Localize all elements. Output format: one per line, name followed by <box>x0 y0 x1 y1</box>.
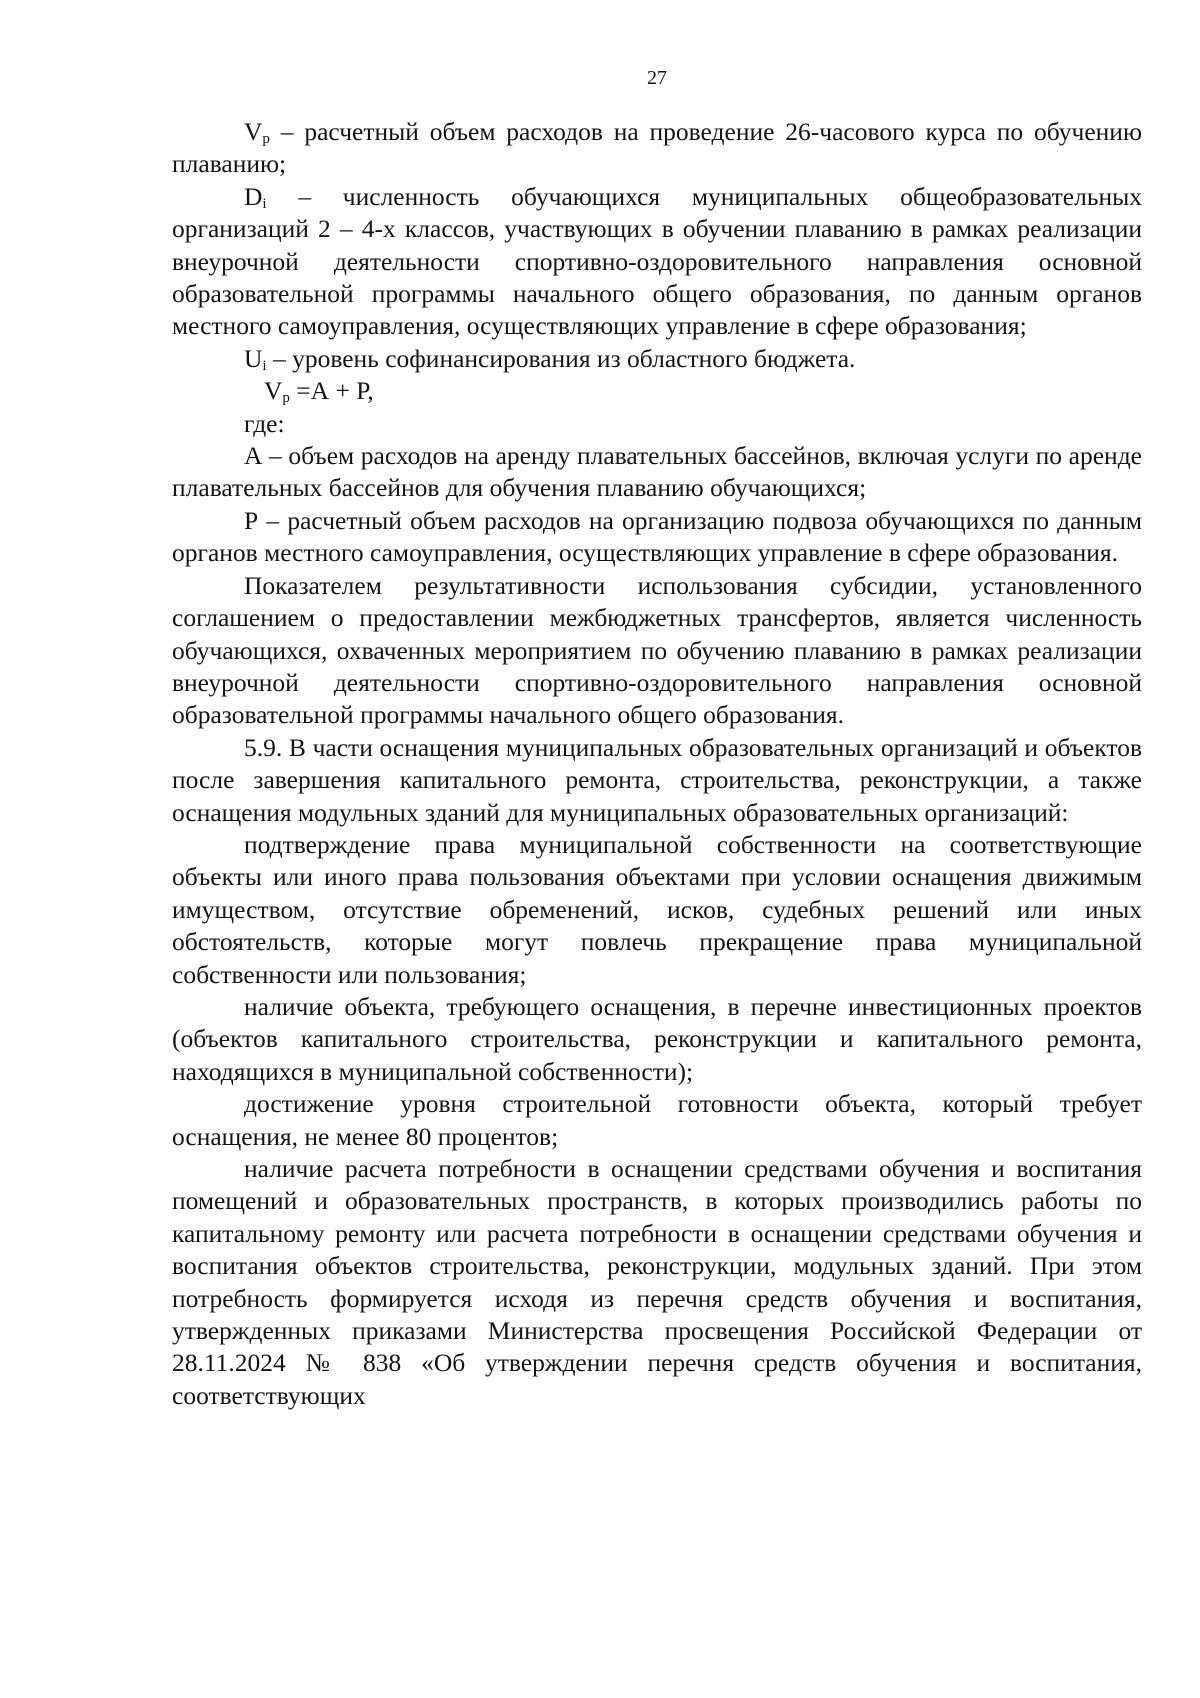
formula-subscript: р <box>282 390 290 407</box>
paragraph-di-definition <box>172 181 1142 343</box>
variable-d: D <box>244 181 263 211</box>
document-body <box>172 116 1142 1412</box>
paragraph-ui-definition <box>172 343 1142 375</box>
paragraph-a-definition: А – объем расходов на аренду плавательных бассейнов, включая услуги по аренде плавательных бассейнов для обучения плаванию обучающихся; <box>172 441 1142 503</box>
page-number: 27 <box>647 67 667 89</box>
formula-vp <box>172 375 1142 407</box>
variable-u: U <box>244 343 263 373</box>
paragraph-p-definition: Р – расчетный объем расходов на организацию подвоза обучающихся по данным органов местного самоуправления, осуществляющих управление в сфере образования. <box>172 505 1142 568</box>
paragraph-section-5-9: 5.9. В части оснащения муниципальных образовательных организаций и объектов после завершения капитального ремонта, строительства, реконструкции, а также оснащения модульных зданий для муниципальных образовательных организаций: <box>172 732 1142 827</box>
paragraph-performance-indicator: Показателем результативности использования субсидии, установленного соглашением о предоставлении межбюджетных трансфертов, является численность обучающихся, охваченных мероприятием по обучению плаванию в рамках реализации внеурочной деятельности спортивно-оздоровительного направления основной образовательной программы начального общего образования. <box>172 570 1142 730</box>
paragraph-investment-list: наличие объекта, требующего оснащения, в перечне инвестиционных проектов (объектов капитального строительства, реконструкции и капитального ремонта, находящихся в муниципальной собственности); <box>172 991 1142 1086</box>
formula-variable: V <box>264 376 283 406</box>
definition-text: – численность обучающихся муниципальных общеобразовательных организаций 2 – 4-х классов, участвующих в обучении плаванию в рамках реализации внеурочной деятельности спортивно-оздоровительного направления основной образовательной программы начального общего образования, по данным органов местного самоуправления, осуществляющих управление в сфере образования; <box>172 181 1142 341</box>
paragraph-construction-readiness: достижение уровня строительной готовности объекта, который требует оснащения, не менее 80 процентов; <box>172 1089 1142 1151</box>
paragraph-needs-calculation: наличие расчета потребности в оснащении средствами обучения и воспитания помещений и образовательных пространств, в которых производились работы по капитальному ремонту или расчета потребности в оснащении средствами обучения и воспитания объектов строительства, реконструкции, модульных зданий. При этом потребность формируется исходя из перечня средств обучения и воспитания, утвержденных приказами Министерства просвещения Российской Федерации от 28.11.2024 № 838 «Об утверждении перечня средств обучения и воспитания, соответствующих <box>172 1154 1142 1410</box>
variable-subscript: р <box>262 131 270 147</box>
variable-v: V <box>244 117 263 146</box>
paragraph-where: где: <box>244 408 285 438</box>
paragraph-vp-definition <box>172 116 1142 181</box>
definition-text: – уровень софинансирования из областного бюджета. <box>266 343 856 373</box>
paragraph-ownership-confirmation: подтверждение права муниципальной собственности на соответствующие объекты или иного права пользования объектами при условии оснащения движимым имуществом, отсутствие обременений, исков, судебных решений или иных обстоятельств, которые могут повлечь прекращение права муниципальной собственности или пользования; <box>172 829 1142 989</box>
formula-expression: =А + Р, <box>289 376 374 406</box>
variable-subscript: i <box>262 195 267 212</box>
variable-subscript: i <box>262 357 267 374</box>
definition-text: – расчетный объем расходов на проведение 26-часового курса по обучению плаванию; <box>172 117 1142 179</box>
